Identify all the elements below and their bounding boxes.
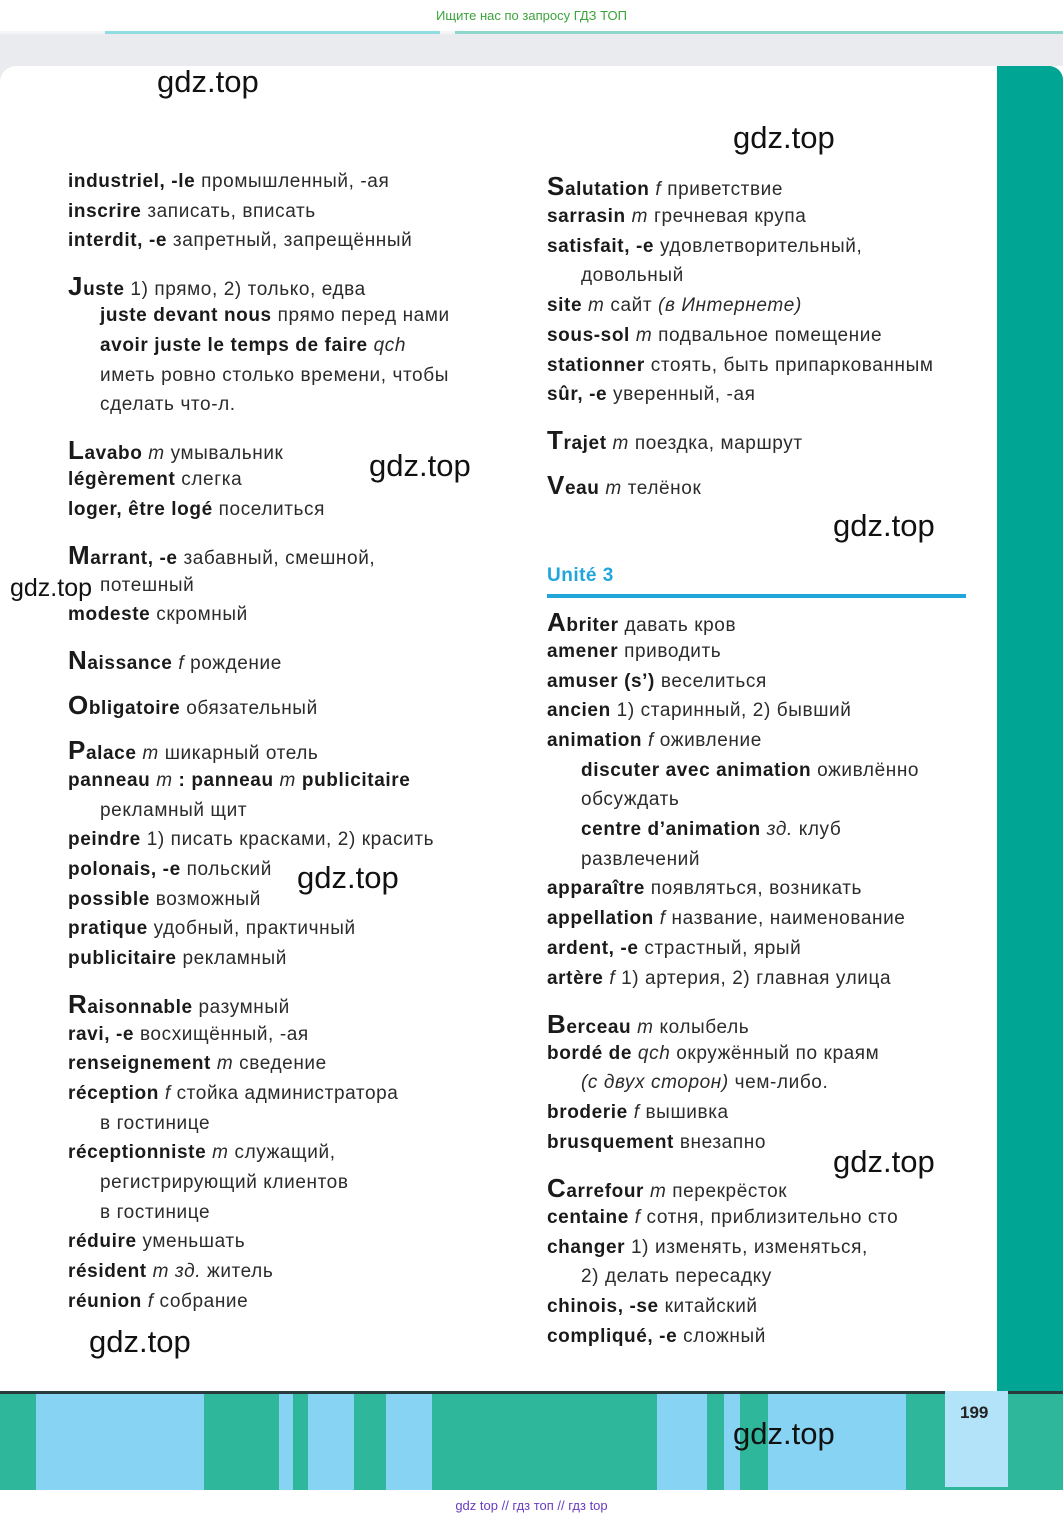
watermark: gdz.top	[833, 508, 935, 543]
entry: sarrasin m гречневая крупа	[547, 206, 807, 227]
entry: inscrire записать, вписать	[68, 201, 316, 222]
entry: polonais, -e польский	[68, 859, 272, 880]
watermark: gdz.top	[10, 574, 93, 602]
unit-heading: Unité 3	[547, 565, 614, 586]
watermark: gdz.top	[157, 64, 259, 99]
entry: Berceau m колыбель	[547, 1009, 750, 1039]
entry: Carrefour m перекрёсток	[547, 1173, 788, 1203]
left-column	[68, 170, 508, 1320]
entry: réduire уменьшать	[68, 1231, 246, 1252]
entry: обсуждать	[581, 789, 680, 810]
top-banner	[0, 0, 1063, 34]
entry: регистрирующий клиентов	[100, 1172, 349, 1193]
page-side-band	[997, 66, 1063, 1391]
entry: peindre 1) писать красками, 2) красить	[68, 829, 435, 850]
entry: ancien 1) старинный, 2) бывший	[547, 700, 852, 721]
entry: discuter avec animation оживлённо	[581, 760, 920, 781]
entry: site m сайт (в Интернете)	[547, 295, 802, 316]
entry: légèrement слегка	[68, 469, 243, 490]
watermark: gdz.top	[833, 1144, 935, 1179]
entry: иметь ровно столько времени, чтобы	[100, 365, 449, 386]
footer-band	[0, 1391, 1063, 1490]
entry: сделать что-л.	[100, 394, 236, 415]
unit-3-column	[547, 607, 967, 1350]
entry: possible возможный	[68, 889, 262, 910]
entry: industriel, -le промышленный, -ая	[68, 171, 390, 192]
entry: Naissance f рождение	[68, 645, 282, 675]
entry: потешный	[100, 575, 195, 596]
entry: в гостинице	[100, 1113, 211, 1134]
entry: 2) делать пересадку	[581, 1266, 772, 1287]
entry: appellation f название, наименование	[547, 908, 906, 929]
entry: publicitaire рекламный	[68, 948, 287, 969]
unit-heading-rule	[547, 594, 966, 598]
page-number: 199	[960, 1403, 989, 1422]
entry: Veau m телёнок	[547, 470, 702, 500]
entry: loger, être logé поселиться	[68, 499, 326, 520]
entry: avoir juste le temps de faire qch	[100, 335, 406, 356]
entry: Salutation f приветствие	[547, 171, 784, 201]
entry: Palace m шикарный отель	[68, 735, 319, 765]
entry: Juste 1) прямо, 2) только, едва	[68, 271, 366, 301]
entry: satisfait, -e удовлетворительный,	[547, 236, 863, 257]
entry: довольный	[581, 265, 684, 286]
entry: changer 1) изменять, изменяться,	[547, 1237, 868, 1258]
entry: apparaître появляться, возникать	[547, 878, 863, 899]
watermark: gdz.top	[369, 448, 471, 483]
page-number-box	[945, 1391, 1008, 1487]
entry: artère f 1) артерия, 2) главная улица	[547, 968, 892, 989]
entry: chinois, -se китайский	[547, 1296, 758, 1317]
entry: sous-sol m подвальное помещение	[547, 325, 883, 346]
entry: Obligatoire обязательный	[68, 690, 318, 720]
entry: animation f оживление	[547, 730, 762, 751]
bottom-banner	[0, 1490, 1063, 1523]
entry: Trajet m поездка, маршрут	[547, 425, 803, 455]
entry: modeste скромный	[68, 604, 248, 625]
entry: interdit, -e запретный, запрещённый	[68, 230, 413, 251]
entry: stationner стоять, быть припаркованным	[547, 355, 934, 376]
entry: Marrant, -e забавный, смешной,	[68, 540, 376, 570]
watermark: gdz.top	[733, 120, 835, 155]
entry: broderie f вышивка	[547, 1102, 729, 1123]
entry: réception f стойка администратора	[68, 1083, 399, 1104]
watermark: gdz.top	[297, 860, 399, 895]
entry: рекламный щит	[100, 800, 248, 821]
watermark: gdz.top	[733, 1416, 835, 1451]
entry: centaine f сотня, приблизительно сто	[547, 1207, 899, 1228]
entry: brusquement внезапно	[547, 1132, 766, 1153]
entry: ravi, -e восхищённый, -ая	[68, 1024, 309, 1045]
entry: compliqué, -e сложный	[547, 1326, 766, 1347]
entry: panneau m : panneau m publicitaire	[68, 770, 411, 791]
entry: ardent, -e страстный, ярый	[547, 938, 802, 959]
entry: réceptionniste m служащий,	[68, 1142, 336, 1163]
top-color-strip	[0, 31, 1063, 34]
entry: amener приводить	[547, 641, 722, 662]
entry: Raisonnable разумный	[68, 989, 290, 1019]
search-hint-link[interactable]: Ищите нас по запросу ГДЗ ТОП	[436, 8, 627, 23]
entry: sûr, -e уверенный, -ая	[547, 384, 756, 405]
watermark: gdz.top	[89, 1324, 191, 1359]
right-column	[547, 171, 967, 504]
entry: развлечений	[581, 849, 701, 870]
entry: juste devant nous прямо перед нами	[100, 305, 450, 326]
entry: (с двух сторон) чем-либо.	[581, 1072, 829, 1093]
entry: pratique удобный, практичный	[68, 918, 356, 939]
entry: Abriter давать кров	[547, 607, 737, 637]
entry: centre d’animation зд. клуб	[581, 819, 842, 840]
entry: renseignement m сведение	[68, 1053, 327, 1074]
entry: Lavabo m умывальник	[68, 435, 284, 465]
footer-links[interactable]: gdz top // гдз топ // гдз top	[455, 1498, 608, 1513]
entry: amuser (s’) веселиться	[547, 671, 767, 692]
entry: réunion f собрание	[68, 1291, 249, 1312]
entry: в гостинице	[100, 1202, 211, 1223]
entry: résident m зд. житель	[68, 1261, 274, 1282]
entry: bordé de qch окружённый по краям	[547, 1043, 880, 1064]
